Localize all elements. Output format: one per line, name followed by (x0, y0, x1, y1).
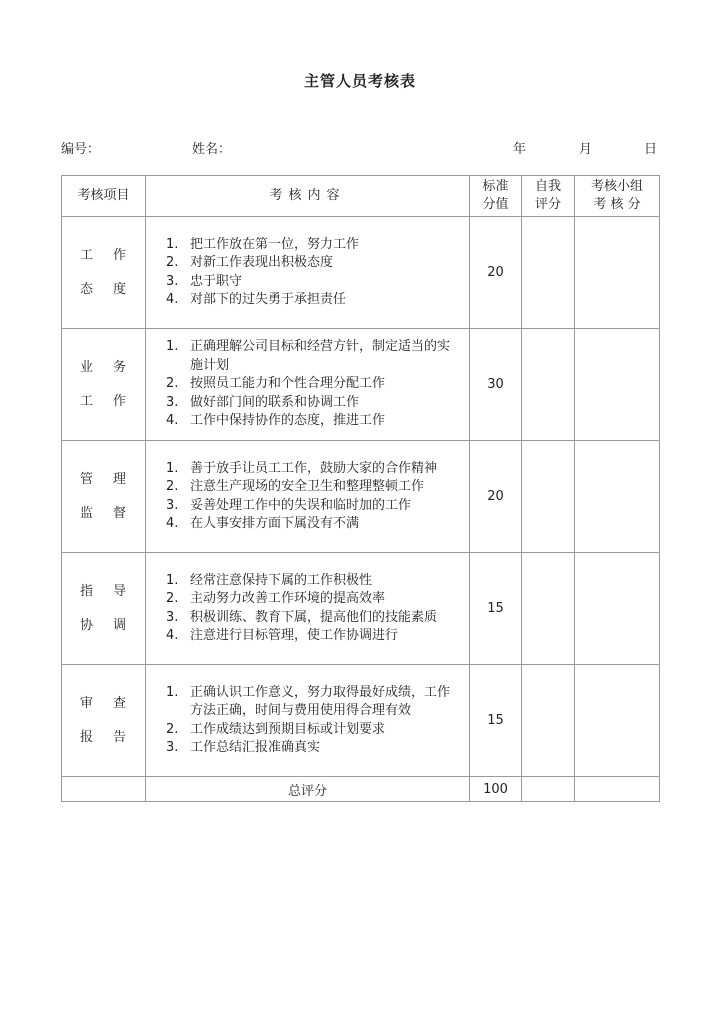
category-line (62, 273, 145, 307)
category-line (62, 497, 145, 531)
category-line (62, 385, 145, 419)
criteria-number: 1. (166, 339, 179, 355)
criteria-item (166, 609, 461, 628)
table-row (62, 329, 660, 441)
total-row (62, 777, 660, 802)
category-char: 工 (80, 247, 94, 263)
header-group (575, 176, 660, 217)
name-label: 姓名： (192, 142, 232, 157)
standard-score: 20 (470, 441, 522, 553)
self-score-cell[interactable] (522, 217, 575, 329)
criteria-number: 4. (166, 413, 179, 429)
self-score-cell[interactable] (522, 441, 575, 553)
category-line (62, 351, 145, 385)
criteria-item (166, 394, 461, 413)
criteria-item (166, 273, 461, 292)
category-line (62, 239, 145, 273)
content-cell (146, 217, 470, 329)
table-header-row (62, 176, 660, 217)
criteria-text: 忠于职守 (190, 273, 243, 289)
header-content: 考核内容 (146, 176, 470, 217)
criteria-item (166, 236, 461, 255)
criteria-text: 注意进行目标管理，使工作协调进行 (190, 628, 399, 643)
criteria-item (166, 721, 461, 740)
category-char: 度 (112, 281, 126, 297)
content-cell (146, 441, 470, 553)
category-char: 态 (80, 281, 94, 297)
category-char: 理 (112, 471, 126, 487)
criteria-item (166, 460, 461, 479)
table-row (62, 441, 660, 553)
category-cell (62, 217, 146, 329)
criteria-list (146, 236, 469, 310)
header-self (522, 176, 575, 217)
page-title: 主管人员考核表 (303, 72, 416, 90)
category-char: 导 (112, 583, 126, 599)
category-cell (62, 441, 146, 553)
criteria-list (146, 684, 469, 758)
criteria-text: 按照员工能力和个性合理分配工作 (190, 376, 386, 392)
criteria-number: 2. (166, 376, 179, 392)
category-line (62, 575, 145, 609)
day-label: 日 (644, 142, 658, 157)
category-cell (62, 665, 146, 777)
total-group-score[interactable] (575, 777, 660, 802)
evaluation-table (61, 175, 660, 802)
category-char: 管 (80, 471, 94, 487)
category-char: 务 (112, 359, 126, 375)
standard-score: 15 (470, 553, 522, 665)
group-score-cell[interactable] (575, 217, 660, 329)
criteria-text: 积极训练、教育下属，提高他们的技能素质 (190, 609, 438, 625)
criteria-number: 2. (166, 721, 179, 737)
criteria-item (166, 254, 461, 273)
criteria-text: 把工作放在第一位，努力工作 (190, 236, 360, 252)
total-label: 总评分 (146, 777, 470, 802)
header-standard-line2: 分值 (482, 197, 509, 212)
group-score-cell[interactable] (575, 665, 660, 777)
category-line (62, 687, 145, 721)
group-score-cell[interactable] (575, 329, 660, 441)
criteria-number: 3. (166, 497, 179, 513)
criteria-number: 2. (166, 479, 179, 494)
category-cell (62, 329, 146, 441)
table-row (62, 553, 660, 665)
header-item: 考核项目 (62, 176, 146, 217)
standard-score: 30 (470, 329, 522, 441)
criteria-number: 3. (166, 609, 179, 625)
self-score-cell[interactable] (522, 665, 575, 777)
criteria-text: 正确认识工作意义，努力取得最好成绩，工作方法正确，时间与费用使用得合理有效 (190, 684, 451, 718)
category-char: 审 (80, 695, 94, 711)
content-cell (146, 553, 470, 665)
criteria-number: 3. (166, 273, 179, 289)
criteria-number: 2. (166, 255, 179, 270)
category-char: 督 (112, 505, 126, 521)
table-row (62, 217, 660, 329)
criteria-text: 注意生产现场的安全卫生和整理整顿工作 (190, 479, 425, 494)
criteria-text: 妥善处理工作中的失误和临时加的工作 (190, 497, 412, 513)
header-self-line1: 自我 (534, 179, 561, 194)
category-line (62, 721, 145, 755)
category-char: 告 (112, 729, 126, 745)
criteria-text: 工作中保持协作的态度，推进工作 (190, 413, 386, 429)
criteria-text: 主动努力改善工作环境的提高效率 (190, 591, 386, 606)
self-score-cell[interactable] (522, 329, 575, 441)
criteria-number: 2. (166, 591, 179, 606)
category-char: 指 (80, 583, 94, 599)
criteria-list (146, 460, 469, 534)
category-char: 工 (80, 393, 94, 409)
header-self-line2: 评分 (534, 197, 561, 212)
criteria-number: 3. (166, 740, 179, 755)
category-char: 监 (80, 505, 94, 521)
criteria-number: 3. (166, 394, 179, 410)
category-char: 查 (112, 695, 126, 711)
criteria-item (166, 338, 461, 375)
criteria-item (166, 497, 461, 516)
header-standard-line1: 标准 (482, 179, 509, 194)
category-line (62, 463, 145, 497)
header-standard (470, 176, 522, 217)
criteria-text: 对部下的过失勇于承担责任 (190, 292, 347, 307)
standard-score: 20 (470, 217, 522, 329)
table-row (62, 665, 660, 777)
category-char: 作 (112, 247, 126, 263)
content-cell (146, 665, 470, 777)
group-score-cell[interactable] (575, 553, 660, 665)
category-char: 报 (80, 729, 94, 745)
year-label: 年 (513, 142, 527, 157)
self-score-cell[interactable] (522, 553, 575, 665)
criteria-item (166, 572, 461, 591)
number-label: 编号： (61, 142, 101, 157)
criteria-item (166, 684, 461, 721)
standard-score: 15 (470, 665, 522, 777)
category-char: 协 (80, 617, 94, 633)
criteria-text: 善于放手让员工工作，鼓励大家的合作精神 (190, 460, 438, 476)
criteria-item (166, 291, 461, 310)
criteria-number: 4. (166, 292, 179, 307)
criteria-text: 正确理解公司目标和经营方针，制定适当的实施计划 (190, 339, 451, 373)
criteria-item (166, 412, 461, 431)
criteria-item (166, 590, 461, 609)
criteria-list (146, 572, 469, 646)
group-score-cell[interactable] (575, 441, 660, 553)
criteria-text: 工作成绩达到预期目标或计划要求 (190, 721, 386, 737)
criteria-text: 对新工作表现出积极态度 (190, 255, 334, 270)
total-empty-cell (62, 777, 146, 802)
category-line (62, 609, 145, 643)
criteria-number: 1. (166, 684, 179, 700)
criteria-number: 1. (166, 236, 179, 252)
criteria-text: 经常注意保持下属的工作积极性 (190, 572, 373, 588)
criteria-number: 4. (166, 628, 179, 643)
content-cell (146, 329, 470, 441)
criteria-number: 4. (166, 516, 179, 531)
category-cell (62, 553, 146, 665)
criteria-text: 在人事安排方面下属没有不满 (190, 516, 360, 531)
criteria-text: 工作总结汇报准确真实 (190, 740, 321, 755)
criteria-list (146, 338, 469, 431)
criteria-text: 做好部门间的联系和协调工作 (190, 394, 360, 410)
header-group-line2: 考 核 分 (593, 197, 641, 212)
criteria-number: 1. (166, 572, 179, 588)
criteria-item (166, 627, 461, 646)
total-score: 100 (470, 777, 522, 802)
month-label: 月 (579, 142, 593, 157)
category-char: 作 (112, 393, 126, 409)
criteria-number: 1. (166, 460, 179, 476)
header-group-line1: 考核小组 (590, 179, 643, 194)
category-char: 业 (80, 359, 94, 375)
criteria-item (166, 478, 461, 497)
criteria-item (166, 515, 461, 534)
criteria-item (166, 739, 461, 758)
category-char: 调 (112, 617, 126, 633)
total-self-score[interactable] (522, 777, 575, 802)
criteria-item (166, 375, 461, 394)
